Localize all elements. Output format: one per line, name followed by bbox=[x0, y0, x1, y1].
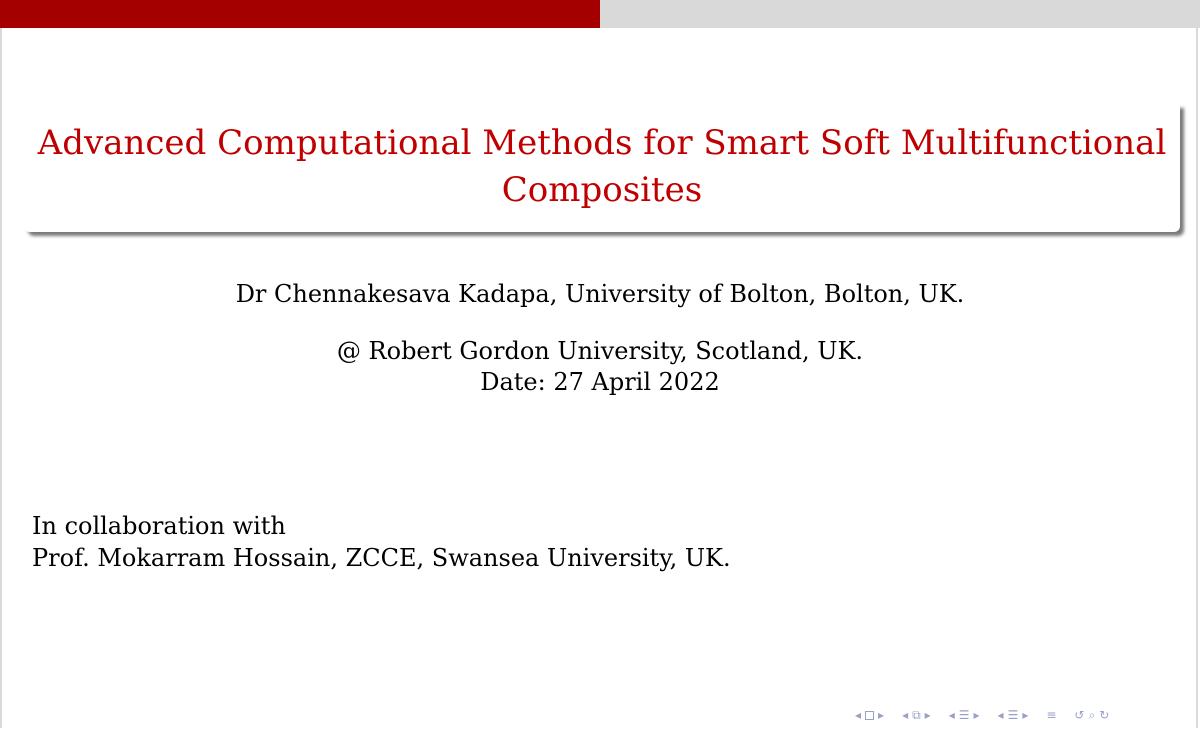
slide-title bbox=[24, 120, 1180, 214]
next-section-icon[interactable]: ▸ bbox=[1022, 708, 1029, 722]
section-icon[interactable]: ☰ bbox=[1007, 708, 1019, 722]
beamer-navigation bbox=[855, 706, 1109, 724]
slide-box-icon[interactable] bbox=[865, 711, 874, 720]
author: Dr Chennakesava Kadapa, University of Bolton, Bolton, UK. bbox=[235, 280, 965, 308]
progress-bar bbox=[0, 0, 1200, 28]
prev-section-icon[interactable]: ◂ bbox=[997, 708, 1004, 722]
prev-subsection-icon[interactable]: ◂ bbox=[948, 708, 955, 722]
search-icon[interactable]: ⌕ bbox=[1088, 707, 1096, 722]
collaboration-line-1: In collaboration with bbox=[32, 512, 286, 540]
next-frame-icon[interactable]: ▸ bbox=[924, 708, 931, 722]
frame-icon[interactable]: ⧉ bbox=[912, 707, 921, 722]
align-icon[interactable]: ≡ bbox=[1046, 708, 1057, 722]
prev-slide-icon[interactable]: ◂ bbox=[855, 708, 862, 722]
collaboration-line-2: Prof. Mokarram Hossain, ZCCE, Swansea University, UK. bbox=[32, 544, 731, 572]
title-line-2: Composites bbox=[501, 170, 703, 210]
presentation-date: Date: 27 April 2022 bbox=[480, 368, 720, 396]
back-icon[interactable]: ↺ bbox=[1074, 708, 1085, 722]
next-subsection-icon[interactable]: ▸ bbox=[973, 708, 980, 722]
next-slide-icon[interactable]: ▸ bbox=[878, 708, 885, 722]
prev-frame-icon[interactable]: ◂ bbox=[902, 708, 909, 722]
collaboration-note bbox=[32, 510, 731, 574]
institute: @ Robert Gordon University, Scotland, UK. bbox=[336, 337, 864, 365]
title-line-1: Advanced Computational Methods for Smart Soft Multifunctional bbox=[37, 123, 1167, 163]
subsection-icon[interactable]: ☰ bbox=[958, 708, 970, 722]
title-block bbox=[24, 104, 1180, 232]
forward-icon[interactable]: ↻ bbox=[1099, 708, 1110, 722]
progress-fill bbox=[0, 0, 600, 28]
